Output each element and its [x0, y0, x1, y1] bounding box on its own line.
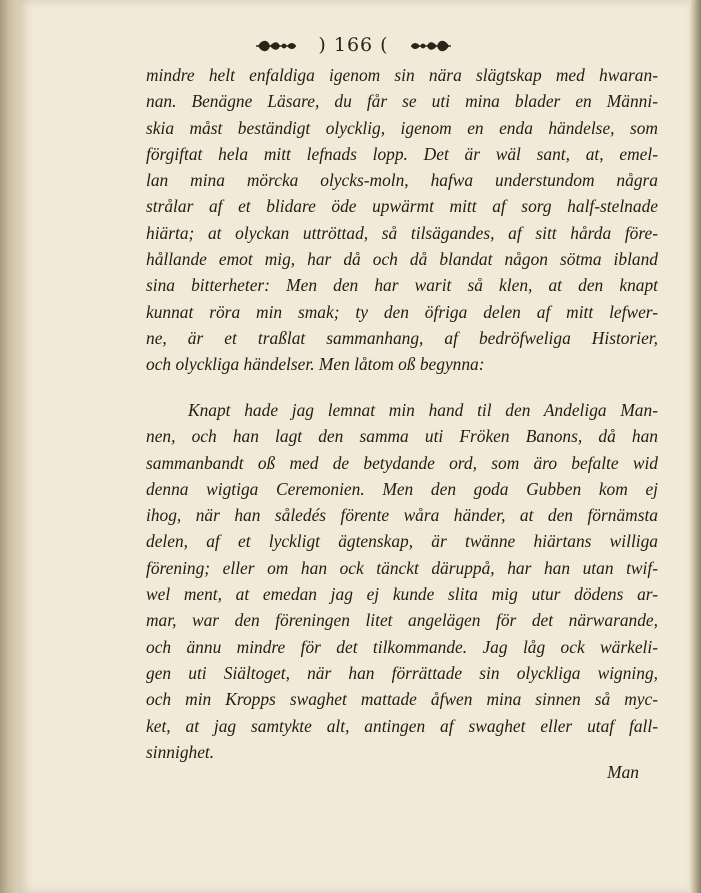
- text-line: gen uti Siältoget, när han förrättade sin olyckliga wigning,: [146, 662, 658, 683]
- book-page: [18, 0, 689, 893]
- text-line: och ännu mindre för det tilkommande. Jag låg ock wärkeli-: [146, 636, 658, 657]
- text-line: lan mina mörcka olycks-moln, hafwa understundom några: [146, 170, 658, 191]
- text-line: kunnat röra min smak; ty den öfriga delen af mitt lefwer-: [146, 301, 658, 322]
- text-line: ne, är et traßlat sammanhang, af bedröfweliga Historier,: [146, 327, 658, 348]
- text-line: sammanbandt oß med de betydande ord, som äro befalte wid: [146, 452, 658, 473]
- text-line: denna wigtiga Ceremonien. Men den goda Gubben kom ej: [146, 478, 658, 499]
- running-head: [18, 34, 689, 56]
- text-line: och olyckliga händelser. Men låtom oß begynna:: [146, 354, 485, 375]
- text-line: sina bitterheter: Men den har warit så klen, at den knapt: [146, 275, 658, 296]
- fleuron-left-icon: [254, 37, 298, 55]
- text-line: och min Kropps swaghet mattade åfwen mina sinnen så myc-: [146, 689, 658, 710]
- text-line: ihog, när han såledés förente wåra händer, at den förnämsta: [146, 505, 658, 526]
- text-line: wel ment, at emedan jag ej kunde slita mig utur dödens ar-: [146, 584, 658, 605]
- fleuron-right-icon: [409, 37, 453, 55]
- page-edge-shadow: [689, 0, 701, 893]
- text-line: nan. Benägne Läsare, du får se uti mina blader en Männi-: [146, 91, 658, 112]
- text-line: ket, at jag samtykte alt, antingen af swaghet eller utaf fall-: [146, 715, 658, 736]
- text-line: skia måst beständigt olycklig, igenom en enda händelse, som: [146, 117, 658, 138]
- text-line: delen, af et lyckligt ägtenskap, är twänne hiärtans williga: [146, 531, 658, 552]
- text-line: förgiftat hela mitt lefnads lopp. Det är wäl sant, at, emel-: [146, 143, 658, 164]
- text-line: sinnighet.: [146, 741, 215, 762]
- text-line: mindre helt enfaldiga igenom sin nära slägtskap med hwaran-: [146, 65, 658, 85]
- page-number: ) 166 (: [318, 34, 389, 56]
- text-line: nen, och han lagt den samma uti Fröken Banons, då han: [146, 426, 658, 447]
- text-line: strålar af et blidare öde upwärmt mitt af sorg half-stelnade: [146, 196, 658, 217]
- catchword: Man: [607, 762, 639, 782]
- text-line: förening; eller om han ock tänckt däruppå, har han utan twif-: [146, 557, 658, 578]
- text-line: hiärta; at olyckan uttröttad, så tilsägandes, af sitt hårda före-: [146, 222, 658, 243]
- text-line: Knapt hade jag lemnat min hand til den Andeliga Man-: [188, 400, 658, 420]
- paragraph-1: [146, 62, 658, 378]
- text-line: hållande emot mig, har då och då blandat någon sötma ibland: [146, 249, 658, 270]
- paragraph-2: [146, 397, 658, 765]
- text-line: mar, war den föreningen litet angelägen för det närwarande,: [146, 610, 658, 631]
